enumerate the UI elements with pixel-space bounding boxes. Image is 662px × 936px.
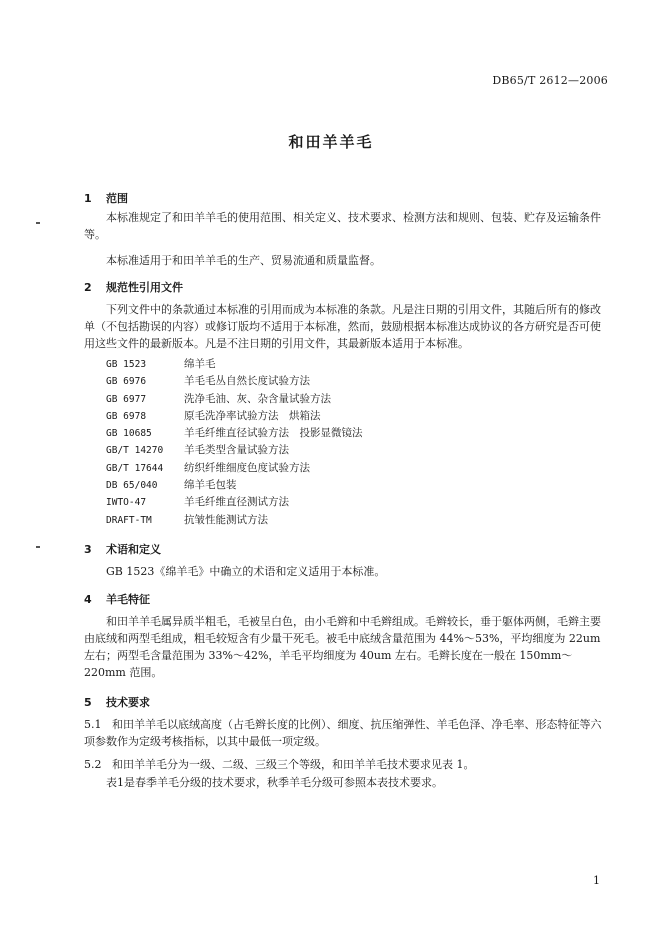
section-3-heading — [84, 541, 161, 557]
reference-name: 羊毛纤维直径测试方法 — [184, 496, 289, 509]
reference-code: GB 10685 — [106, 428, 152, 440]
document-code: DB65/T 2612—2006 — [492, 74, 608, 87]
clause-number: 5.1 — [84, 718, 102, 731]
section-number: 5 — [84, 696, 92, 709]
section-title: 范围 — [106, 192, 128, 205]
section-number: 4 — [84, 593, 92, 606]
section-number: 1 — [84, 192, 92, 205]
reference-name: 绵羊毛 — [184, 358, 216, 370]
section-number: 3 — [84, 543, 92, 556]
section-number: 2 — [84, 281, 92, 294]
reference-name: 羊毛类型含量试验方法 — [184, 444, 289, 457]
reference-name: 纺织纤维细度色度试验方法 — [184, 461, 310, 474]
reference-item — [106, 356, 363, 373]
reference-item — [106, 494, 363, 511]
reference-item — [106, 373, 363, 390]
reference-item — [106, 460, 363, 477]
section-title: 规范性引用文件 — [106, 281, 183, 294]
reference-item — [106, 512, 363, 529]
reference-code: GB/T 17644 — [106, 462, 164, 474]
references-paragraph: 下列文件中的条款通过本标准的引用而成为本标准的条款。凡是注日期的引用文件，其随后所有的修改单（不包括勘误的内容）或修订版均不适用于本标准，然而，鼓励根据本标准达成协议的各方研究是否可使用这些文件的最新版本。凡是不注日期的引用文件，其最新版本适用于本标准。 — [84, 303, 601, 350]
scope-paragraph-1: 本标准规定了和田羊羊毛的使用范围、相关定义、技术要求、检测方法和规则、包装、贮存及运输条件等。 — [84, 211, 601, 241]
section-title: 羊毛特征 — [106, 593, 150, 606]
reference-code: GB 6977 — [106, 393, 147, 405]
page-title: 和田羊羊毛 — [288, 133, 374, 151]
reference-code: GB 6978 — [106, 410, 147, 422]
scope-paragraph-2: 本标准适用于和田羊羊毛的生产、贸易流通和质量监督。 — [106, 254, 381, 267]
section-4-heading — [84, 591, 150, 607]
reference-code: DB 65/040 — [106, 480, 158, 492]
reference-code: GB 6976 — [106, 376, 147, 388]
reference-name: 羊毛纤维直径试验方法 投影显微镜法 — [184, 427, 363, 440]
reference-code: DRAFT-TM — [106, 514, 152, 526]
clause-text: 和田羊羊毛分为一级、二级、三级三个等级，和田羊羊毛技术要求见表 1。 — [112, 758, 475, 771]
section-2-heading — [84, 279, 183, 295]
reference-name: 绵羊毛包装 — [184, 479, 237, 492]
section-5-heading — [84, 694, 150, 710]
reference-list — [106, 356, 363, 529]
reference-name: 原毛洗净率试验方法 烘箱法 — [184, 409, 321, 422]
reference-name: 羊毛毛丛自然长度试验方法 — [184, 375, 310, 388]
scan-mark — [36, 222, 40, 224]
section-1-heading — [84, 190, 128, 206]
reference-item — [106, 442, 363, 459]
reference-name: 洗净毛油、灰、杂含量试验方法 — [184, 392, 331, 405]
reference-item — [106, 425, 363, 442]
reference-item — [106, 477, 363, 494]
wool-features-paragraph: 和田羊羊毛属异质半粗毛，毛被呈白色，由小毛辫和中毛辫组成。毛辫较长，垂于躯体两侧，毛辫主要由底绒和两型毛组成，粗毛较短含有少量干死毛。被毛中底绒含量范围为 44%～53%，平均细度为 22um 左右；两型毛含量范围为 33%～42%，羊毛平均细度为 40um 左右。毛辫长度在一般在 150mm～220mm 范围。 — [84, 615, 601, 679]
section-title: 术语和定义 — [106, 543, 161, 556]
terms-paragraph: GB 1523《绵羊毛》中确立的术语和定义适用于本标准。 — [106, 565, 386, 578]
clause-5-2 — [84, 756, 608, 773]
reference-item — [106, 391, 363, 408]
page-number: 1 — [593, 874, 600, 887]
table-note-paragraph: 表1是春季羊毛分级的技术要求，秋季羊毛分级可参照本表技术要求。 — [106, 776, 443, 789]
section-title: 技术要求 — [106, 696, 150, 709]
reference-name: 抗皱性能测试方法 — [184, 513, 268, 526]
reference-code: IWTO-47 — [106, 497, 147, 509]
clause-text: 和田羊羊毛以底绒高度（占毛辫长度的比例）、细度、抗压缩弹性、羊毛色泽、净毛率、形态特征等六项参数作为定级考核指标，以其中最低一项定级。 — [84, 718, 602, 748]
reference-item — [106, 408, 363, 425]
reference-code: GB 1523 — [106, 359, 147, 370]
clause-5-1 — [84, 716, 608, 750]
scan-mark — [36, 546, 40, 548]
reference-code: GB/T 14270 — [106, 445, 164, 457]
clause-number: 5.2 — [84, 758, 102, 771]
